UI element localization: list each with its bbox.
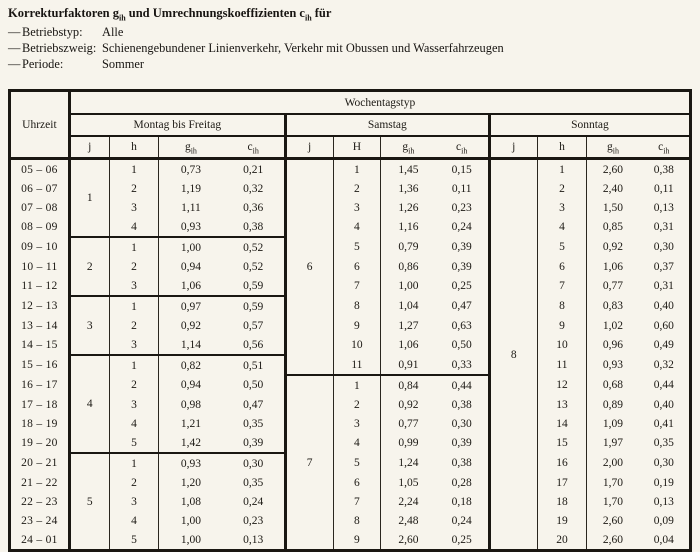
g-cell: 0,97 (159, 296, 223, 316)
hour-cell: 18 – 19 (21, 417, 58, 430)
h-cell: 6 (537, 257, 587, 276)
h-cell: 14 (537, 414, 587, 433)
h-cell: 3 (109, 198, 159, 217)
h-col-header: h (109, 136, 159, 159)
hour-cell: 17 – 18 (21, 398, 58, 411)
c-symbol: c (456, 141, 462, 153)
c-cell: 0,41 (653, 417, 674, 430)
g-cell: 2,60 (587, 511, 639, 530)
c-cell: 0,24 (451, 514, 472, 527)
c-cell: 0,19 (653, 476, 674, 489)
meta-label: Periode: (22, 57, 64, 71)
h-cell: 3 (333, 198, 381, 217)
g-symbol: $g_{ih}$ (112, 6, 126, 23)
g-cell: 1,05 (381, 473, 436, 492)
h-cell: 3 (109, 335, 159, 355)
c-cell: 0,51 (223, 355, 286, 375)
hour-cell: 12 – 13 (21, 300, 58, 312)
g-cell: 0,92 (159, 316, 223, 335)
h-cell: 18 (537, 492, 587, 511)
hour-cell: 24 – 01 (21, 533, 58, 546)
header-row-2 (10, 114, 691, 136)
h-cell: 1 (109, 453, 159, 473)
table-row (10, 395, 691, 414)
h-cell: 2 (333, 395, 381, 414)
g-cell: 2,60 (587, 159, 639, 180)
hour-cell: 20 – 21 (21, 457, 58, 469)
h-cell: 1 (109, 296, 159, 316)
g-cell: 1,08 (159, 492, 223, 511)
g-col-header: $g_{ih}$ (587, 136, 639, 159)
table-body (10, 159, 691, 551)
g-cell: 0,91 (381, 355, 436, 375)
c-cell: 0,28 (451, 476, 472, 489)
g-cell: 2,60 (587, 530, 639, 551)
c-cell: 0,60 (653, 319, 674, 332)
g-cell: 1,36 (381, 179, 436, 198)
c-cell: 0,30 (653, 457, 674, 469)
title-text-2: und Umrechnungskoeffizienten (128, 6, 297, 20)
c-cell: 0,13 (653, 201, 674, 214)
c-cell: 0,39 (451, 260, 472, 273)
g-cell: 1,26 (381, 198, 436, 217)
h-cell: 6 (333, 473, 381, 492)
table-row (10, 473, 691, 492)
h-cell: 3 (333, 414, 381, 433)
g-cell: 1,00 (159, 530, 223, 551)
c-cell: 0,32 (243, 182, 264, 195)
table-row (10, 433, 691, 453)
c-cell: 0,40 (653, 398, 674, 411)
table-row (10, 375, 691, 395)
h-cell: 16 (537, 453, 587, 473)
g-cell: 1,02 (587, 316, 639, 335)
c-cell: 0,32 (653, 359, 674, 371)
c-cell: 0,50 (451, 339, 472, 351)
g-cell: 1,45 (381, 159, 436, 180)
c-cell: 0,38 (451, 457, 472, 469)
h-cell: 5 (333, 237, 381, 257)
j-cell: 4 (69, 355, 109, 453)
meta-value: Schienengebundener Linienverkehr, Verkehr mit Obussen und Wasserfahrzeugen (102, 41, 504, 55)
c-cell: 0,25 (451, 533, 472, 546)
h-cell: 11 (333, 355, 381, 375)
hour-cell: 07 – 08 (21, 201, 58, 214)
table-row (10, 414, 691, 433)
g-col-header: $g_{ih}$ (159, 136, 223, 159)
table-row (10, 511, 691, 530)
h-cell: 2 (109, 257, 159, 276)
g-cell: 1,42 (159, 433, 223, 453)
g-symbol: g (402, 141, 409, 153)
c-cell: 0,31 (653, 280, 674, 292)
g-cell: 0,68 (587, 375, 639, 395)
dash-bullet: — (8, 57, 21, 71)
c-col-header: $c_{ih}$ (223, 136, 286, 159)
g-cell: 1,19 (159, 179, 223, 198)
c-cell: 0,25 (451, 280, 472, 292)
h-cell: 17 (537, 473, 587, 492)
g-cell: 0,85 (587, 217, 639, 237)
g-cell: 0,89 (587, 395, 639, 414)
h-cell: 2 (333, 179, 381, 198)
h-cell: 2 (537, 179, 587, 198)
hour-cell: 14 – 15 (21, 339, 58, 351)
h-cell: 8 (537, 296, 587, 316)
hour-cell: 05 – 06 (21, 163, 58, 176)
c-cell: 0,35 (243, 476, 264, 489)
h-cell: 12 (537, 375, 587, 395)
meta-label: Betriebstyp: (22, 25, 83, 39)
j-col-header: j (285, 136, 333, 159)
table-row (10, 316, 691, 335)
g-cell: 1,00 (381, 276, 436, 296)
h-cell: 7 (333, 492, 381, 511)
meta-line-betriebszweig (8, 40, 692, 56)
h-cell: 4 (333, 217, 381, 237)
j-cell: 7 (285, 375, 333, 551)
day-header-sonntag: Sonntag (489, 114, 690, 136)
g-cell: 1,06 (381, 335, 436, 355)
c-cell: 0,13 (653, 495, 674, 508)
table-head (10, 91, 691, 159)
g-cell: 1,11 (159, 198, 223, 217)
h-col-header: H (333, 136, 381, 159)
h-cell: 4 (109, 217, 159, 237)
c-cell: 0,38 (451, 398, 472, 411)
c-cell: 0,35 (653, 437, 674, 449)
c-cell: 0,04 (653, 533, 674, 546)
hour-cell: 16 – 17 (21, 379, 58, 391)
c-cell: 0,23 (451, 201, 472, 214)
c-cell: 0,59 (223, 296, 286, 316)
table-row (10, 217, 691, 237)
hour-cell: 15 – 16 (21, 359, 58, 371)
table-row (10, 237, 691, 257)
hour-cell: 23 – 24 (21, 514, 58, 527)
g-cell: 1,70 (587, 492, 639, 511)
g-cell: 1,20 (159, 473, 223, 492)
h-cell: 7 (537, 276, 587, 296)
g-cell: 2,24 (381, 492, 436, 511)
h-cell: 9 (333, 530, 381, 551)
h-cell: 2 (109, 473, 159, 492)
g-cell: 0,92 (381, 395, 436, 414)
meta-block (8, 24, 692, 72)
h-cell: 5 (109, 433, 159, 453)
hour-cell: 08 – 09 (21, 221, 58, 233)
g-cell: 0,73 (159, 159, 223, 180)
h-cell: 19 (537, 511, 587, 530)
uhrzeit-header: Uhrzeit (10, 91, 70, 159)
c-cell: 0,11 (653, 182, 674, 195)
h-cell: 5 (537, 237, 587, 257)
h-cell: 4 (109, 414, 159, 433)
c-cell: 0,38 (653, 163, 674, 176)
table-row (10, 257, 691, 276)
header-row-3 (10, 136, 691, 159)
c-cell: 0,21 (243, 163, 264, 176)
header-row-1 (10, 91, 691, 115)
c-col-header: $c_{ih}$ (639, 136, 691, 159)
c-cell: 0,39 (451, 437, 472, 449)
hour-cell: 13 – 14 (21, 319, 58, 332)
c-symbol: $c_{ih}$ (299, 6, 312, 23)
c-cell: 0,52 (223, 237, 286, 257)
g-cell: 2,40 (587, 179, 639, 198)
hour-cell: 09 – 10 (21, 241, 58, 253)
c-cell: 0,33 (451, 358, 472, 371)
c-cell: 0,36 (243, 201, 264, 214)
table-row (10, 530, 691, 551)
g-symbol: g (606, 141, 613, 153)
c-cell: 0,23 (243, 514, 264, 527)
g-cell: 1,04 (381, 296, 436, 316)
g-cell: 1,50 (587, 198, 639, 217)
g-cell: 0,94 (159, 375, 223, 395)
h-cell: 13 (537, 395, 587, 414)
c-cell: 0,13 (243, 533, 264, 546)
wochentagstyp-header: Wochentagstyp (69, 91, 690, 115)
day-header-montag: Montag bis Freitag (69, 114, 285, 136)
day-header-samstag: Samstag (285, 114, 489, 136)
h-cell: 2 (109, 179, 159, 198)
h-cell: 4 (333, 433, 381, 453)
j-col-header: j (69, 136, 109, 159)
h-cell: 1 (109, 159, 159, 180)
dash-bullet: — (8, 41, 21, 55)
c-cell: 0,40 (653, 300, 674, 312)
meta-label: Betriebszweig: (22, 41, 97, 55)
g-cell: 0,94 (159, 257, 223, 276)
h-cell: 10 (333, 335, 381, 355)
h-cell: 8 (333, 296, 381, 316)
c-symbol: c (247, 141, 253, 153)
h-cell: 8 (333, 511, 381, 530)
g-cell: 0,93 (159, 453, 223, 473)
g-cell: 2,60 (381, 530, 436, 551)
h-cell: 10 (537, 335, 587, 355)
table-row (10, 453, 691, 473)
g-cell: 1,24 (381, 453, 436, 473)
c-cell: 0,30 (451, 417, 472, 430)
c-cell: 0,24 (243, 495, 264, 508)
hour-cell: 06 – 07 (21, 182, 58, 195)
h-cell: 1 (333, 375, 381, 395)
meta-line-periode (8, 56, 692, 72)
table-row (10, 179, 691, 198)
j-cell: 3 (69, 296, 109, 355)
title-text-1: Korrekturfaktoren (8, 6, 110, 20)
c-cell: 0,49 (653, 339, 674, 351)
h-cell: 2 (109, 316, 159, 335)
hour-cell: 22 – 23 (21, 495, 58, 508)
g-cell: 0,86 (381, 257, 436, 276)
g-cell: 1,21 (159, 414, 223, 433)
c-cell: 0,52 (243, 260, 264, 273)
h-cell: 1 (109, 237, 159, 257)
g-cell: 0,93 (159, 217, 223, 237)
g-cell: 0,83 (587, 296, 639, 316)
j-cell: 5 (69, 453, 109, 551)
c-cell: 0,39 (451, 241, 472, 253)
g-col-header: $g_{ih}$ (381, 136, 436, 159)
h-cell: 5 (333, 453, 381, 473)
meta-line-betriebstyp (8, 24, 692, 40)
j-col-header: j (489, 136, 537, 159)
g-cell: 0,77 (587, 276, 639, 296)
c-cell: 0,59 (243, 279, 264, 292)
table-row (10, 335, 691, 355)
table-row (10, 159, 691, 180)
meta-value: Alle (102, 25, 124, 39)
g-cell: 2,00 (587, 453, 639, 473)
c-cell: 0,24 (451, 221, 472, 233)
title-text-3: für (314, 6, 332, 20)
table-row (10, 492, 691, 511)
g-cell: 2,48 (381, 511, 436, 530)
c-cell: 0,11 (451, 182, 472, 195)
g-symbol: g (184, 141, 191, 153)
hour-cell: 19 – 20 (21, 437, 58, 449)
g-cell: 0,79 (381, 237, 436, 257)
c-cell: 0,47 (243, 398, 264, 411)
g-cell: 0,92 (587, 237, 639, 257)
j-cell: 1 (69, 159, 109, 238)
g-cell: 0,82 (159, 355, 223, 375)
g-cell: 1,16 (381, 217, 436, 237)
h-cell: 1 (109, 355, 159, 375)
hour-cell: 10 – 11 (21, 260, 58, 273)
g-cell: 1,06 (159, 276, 223, 296)
h-cell: 15 (537, 433, 587, 453)
table-row (10, 355, 691, 375)
h-cell: 6 (333, 257, 381, 276)
h-cell: 9 (537, 316, 587, 335)
g-cell: 1,27 (381, 316, 436, 335)
g-cell: 0,93 (587, 355, 639, 375)
c-cell: 0,37 (653, 260, 674, 273)
g-cell: 1,97 (587, 433, 639, 453)
c-cell: 0,50 (243, 379, 264, 391)
c-cell: 0,39 (243, 436, 264, 449)
c-cell: 0,30 (223, 453, 286, 473)
j-cell: 8 (489, 159, 537, 551)
h-cell: 3 (109, 395, 159, 414)
h-cell: 2 (109, 375, 159, 395)
g-cell: 0,98 (159, 395, 223, 414)
j-cell: 6 (285, 159, 333, 376)
g-cell: 0,84 (381, 375, 436, 395)
g-cell: 1,00 (159, 237, 223, 257)
c-cell: 0,57 (243, 319, 264, 332)
g-cell: 1,14 (159, 335, 223, 355)
c-cell: 0,09 (653, 514, 674, 527)
h-cell: 4 (109, 511, 159, 530)
hour-cell: 21 – 22 (21, 476, 58, 489)
h-cell: 3 (109, 276, 159, 296)
table-row (10, 276, 691, 296)
c-cell: 0,18 (451, 495, 472, 508)
g-cell: 1,70 (587, 473, 639, 492)
h-cell: 1 (537, 159, 587, 180)
hour-cell: 11 – 12 (21, 280, 58, 292)
h-cell: 4 (537, 217, 587, 237)
h-cell: 3 (537, 198, 587, 217)
h-cell: 3 (109, 492, 159, 511)
h-cell: 20 (537, 530, 587, 551)
h-cell: 9 (333, 316, 381, 335)
h-col-header: h (537, 136, 587, 159)
g-cell: 0,77 (381, 414, 436, 433)
c-cell: 0,63 (451, 319, 472, 332)
c-cell: 0,15 (451, 163, 472, 176)
g-cell: 1,09 (587, 414, 639, 433)
c-cell: 0,44 (653, 379, 674, 391)
c-cell: 0,47 (451, 300, 472, 312)
dash-bullet: — (8, 25, 21, 39)
h-cell: 1 (333, 159, 381, 180)
h-cell: 11 (537, 355, 587, 375)
h-cell: 5 (109, 530, 159, 551)
g-cell: 0,96 (587, 335, 639, 355)
c-cell: 0,30 (653, 241, 674, 253)
c-symbol: c (658, 141, 664, 153)
factors-table (8, 89, 692, 552)
c-cell: 0,35 (243, 417, 264, 430)
c-cell: 0,44 (436, 375, 490, 395)
c-cell: 0,38 (243, 220, 264, 233)
g-cell: 0,99 (381, 433, 436, 453)
c-cell: 0,31 (653, 221, 674, 233)
page-title (8, 5, 692, 21)
table-row (10, 296, 691, 316)
j-cell: 2 (69, 237, 109, 296)
c-col-header: $c_{ih}$ (436, 136, 490, 159)
g-cell: 1,06 (587, 257, 639, 276)
c-cell: 0,56 (243, 338, 264, 351)
h-cell: 7 (333, 276, 381, 296)
g-cell: 1,00 (159, 511, 223, 530)
table-row (10, 198, 691, 217)
meta-value: Sommer (102, 57, 144, 71)
